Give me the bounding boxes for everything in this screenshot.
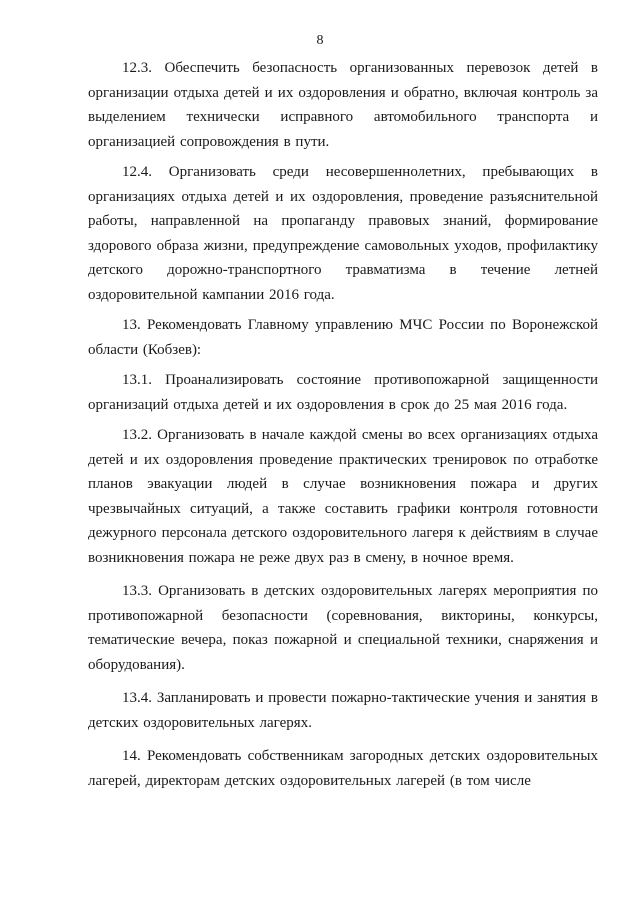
paragraph-13-4: 13.4. Запланировать и провести пожарно-тактические учения и занятия в детских оздоровительных лагерях.: [88, 690, 598, 731]
paragraph-12-3: 12.3. Обеспечить безопасность организованных перевозок детей в организации отдыха детей и их оздоровления и обратно, включая контроль за выделением технически исправного автомобильного транспорта и организацией сопровождения в пути.: [88, 60, 598, 150]
paragraph-13-2: 13.2. Организовать в начале каждой смены во всех организациях отдыха детей и их оздоровления проведение практических тренировок по отработке планов эвакуации людей в случае возникновения пожара и других чрезвычайных ситуаций, а также составить графики контроля готовности дежурного персонала детского оздоровительного лагеря к действиям в случае возникновения пожара не реже двух раз в смену, в ночное время.: [88, 427, 598, 566]
page-number: 8: [316, 33, 324, 48]
paragraph-13-1: 13.1. Проанализировать состояние противопожарной защищенности организаций отдыха детей и их оздоровления в срок до 25 мая 2016 года.: [88, 372, 598, 413]
paragraph-12-4: 12.4. Организовать среди несовершеннолетних, пребывающих в организациях отдыха детей и их оздоровления, проведение разъяснительной работы, направленной на пропаганду правовых знаний, формирование здорового образа жизни, предупреждение самовольных уходов, профилактику детского дорожно-транспортного травматизма в течение летней оздоровительной кампании 2016 года.: [88, 164, 598, 303]
document-body: [88, 56, 598, 793]
paragraph-14: 14. Рекомендовать собственникам загородных детских оздоровительных лагерей, директорам детских оздоровительных лагерей (в том числе: [88, 748, 598, 789]
paragraph-13: 13. Рекомендовать Главному управлению МЧС России по Воронежской области (Кобзев):: [88, 317, 598, 358]
paragraph-13-3: 13.3. Организовать в детских оздоровительных лагерях мероприятия по противопожарной безопасности (соревнования, викторины, конкурсы, тематические вечера, показ пожарной и специальной техники, снаряжения и оборудования).: [88, 583, 598, 673]
